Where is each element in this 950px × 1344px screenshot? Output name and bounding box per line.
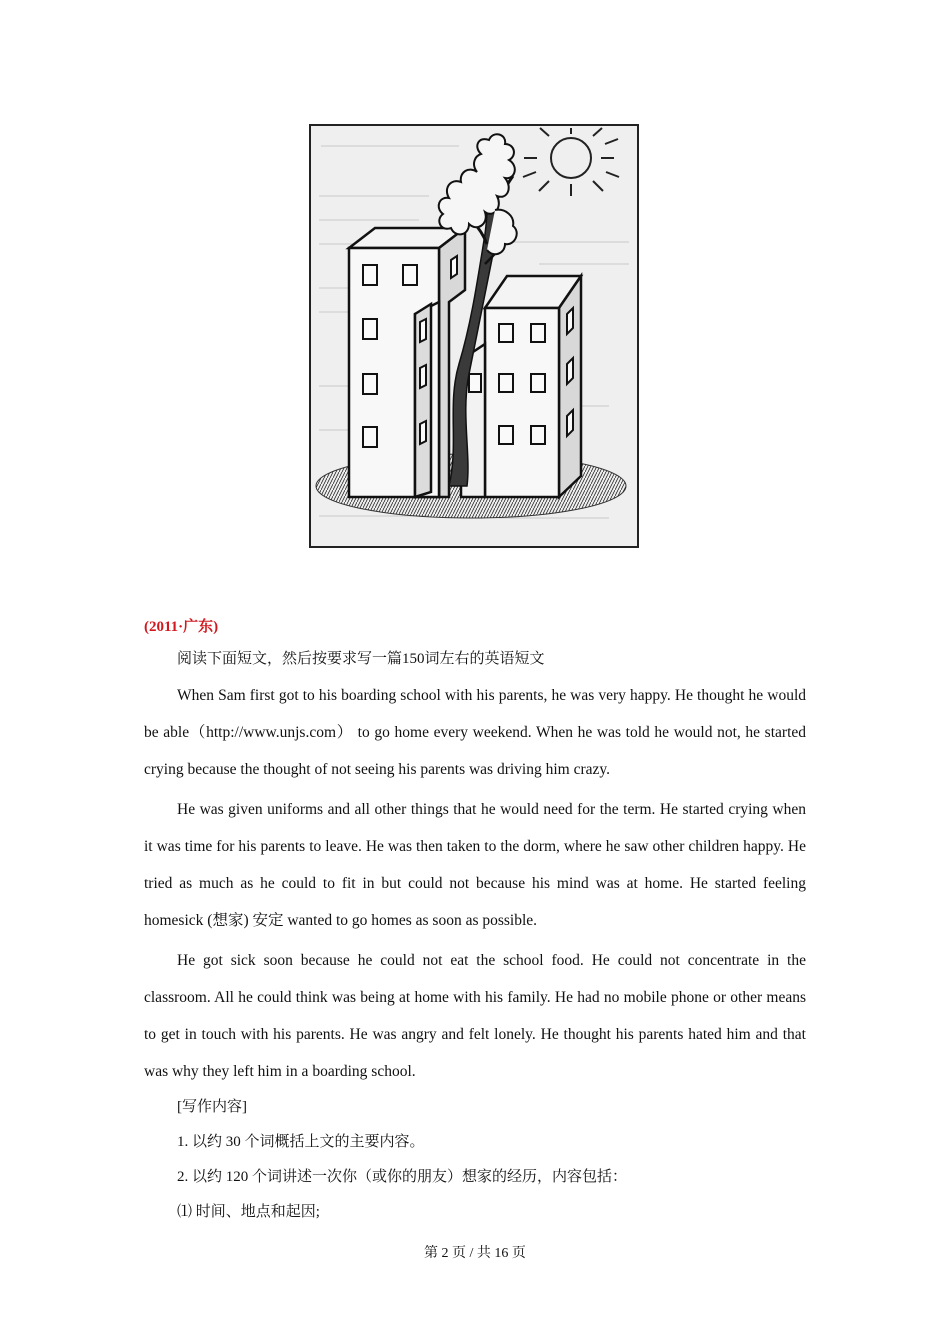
writing-task-item-2: 2. 以约 120 个词讲述一次你（或你的朋友）想家的经历，内容包括： [177,1169,628,1185]
passage-paragraph-1: When Sam first got to his boarding school with his parents, he was very happy. He thought he would be able（http://www.unjs.com） to go home every weekend. When he was told he would not, he started crying because the thought of not seeing his parents was driving him crazy. [144,687,806,778]
instruction-text: 阅读下面短文，然后按要求写一篇150词左右的英语短文 [177,651,545,667]
passage-paragraph-2: He was given uniforms and all other things that he would need for the term. He started crying when it was time for his parents to leave. He was then taken to the dorm, where he saw other children happy. He tried as much as he could to fit in but could not because his mind was at home. He started feeling homesick (想家) 安定 wanted to go homes as soon as possible. [144,801,806,929]
passage-paragraph-3: He got sick soon because he could not eat the school food. He could not concentrate in the classroom. All he could think was being at home with his family. He had no mobile phone or other means to get in touch with his parents. He was angry and felt lonely. He thought his parents hated him and that was why they left him in a boarding school. [144,952,806,1080]
left-building [349,228,465,497]
writing-task-item-1: 1. 以约 30 个词概括上文的主要内容。 [177,1134,425,1150]
tree-between-buildings-illustration [309,124,639,548]
passage-section [144,612,806,1230]
page-footer: 第 2 页 / 共 16 页 [424,1246,526,1261]
writing-task-heading: [写作内容] [177,1099,247,1115]
writing-task-subitem-1: ⑴ 时间、地点和起因; [177,1204,320,1220]
source-tag: (2011·广东) [144,619,219,635]
